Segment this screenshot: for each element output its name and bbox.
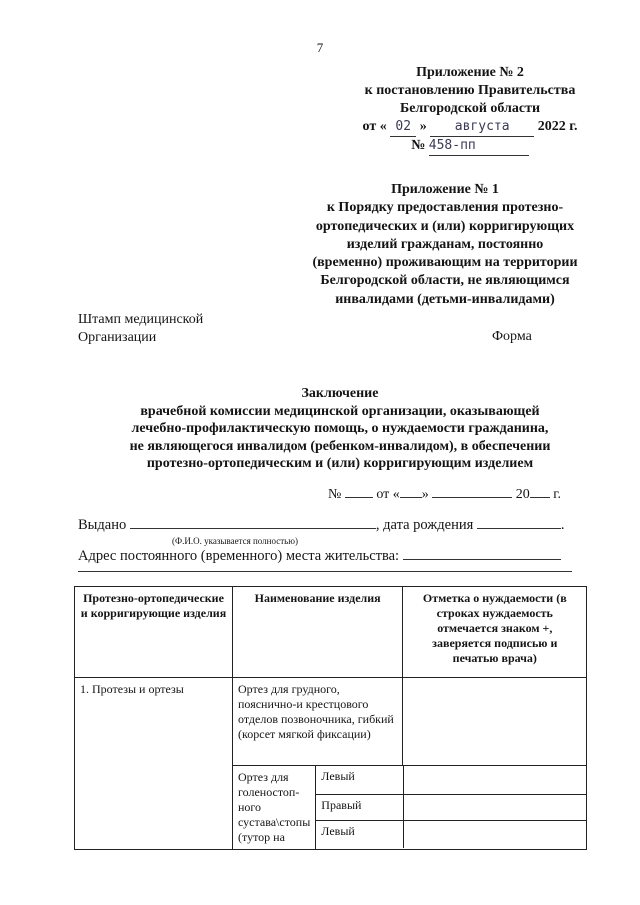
conclusion-number-line: [300, 485, 590, 503]
side-row: [316, 766, 586, 794]
decree-number: 458-пп: [429, 137, 529, 156]
conclusion-line: не являющегося инвалидом (ребенком-инвалидом), в обеспечении: [129, 438, 551, 454]
appendix-1-line: ортопедических и (или) корригирующих: [315, 218, 575, 234]
issued-line: [78, 516, 565, 534]
appendix-1-line: (временно) проживающим на территории: [312, 255, 578, 271]
header-category: Протезно-ортопедические и корригирующие изделия: [75, 587, 233, 678]
appendix-1-line: к Порядку предоставления протезно-: [326, 200, 564, 216]
address-label: Адрес постоянного (временного) места жительства:: [78, 548, 400, 564]
products-table: [74, 586, 587, 850]
item-name-cell: Ортез для грудного, пояснично-и крестцового отделов позвоночника, гибкий (корсет мягкой фиксации): [233, 678, 403, 766]
issued-end: .: [560, 517, 565, 533]
month-blank[interactable]: [432, 485, 512, 498]
issued-label: Выдано: [78, 517, 127, 533]
date-prefix: от «: [362, 119, 387, 134]
form-label: Форма: [492, 329, 532, 344]
date-close-quote: »: [419, 119, 427, 134]
need-mark-cell[interactable]: [403, 678, 587, 766]
conclusion-title: Заключение: [301, 386, 379, 401]
side-label: Левый: [316, 766, 403, 794]
appendix-2-title: Приложение № 2: [416, 65, 524, 80]
side-row: [316, 820, 586, 848]
close-quote: »: [421, 487, 429, 502]
date-year: 2022 г.: [537, 119, 578, 134]
side-subtable: [316, 766, 586, 848]
appendix-2-line2: Белгородской области: [399, 101, 541, 116]
conclusion-line: лечебно-профилактическую помощь, о нуждаемости гражданина,: [131, 421, 549, 436]
need-mark-cell[interactable]: [403, 820, 586, 848]
address-field[interactable]: [403, 547, 561, 560]
need-mark-cell[interactable]: [403, 766, 586, 794]
birth-date-field[interactable]: [477, 516, 561, 529]
date-day: 02: [390, 118, 416, 137]
date-month: августа: [430, 118, 534, 137]
stamp-label: [78, 311, 203, 347]
table-row: [75, 678, 587, 766]
header-need-mark: Отметка о нуждаемости (в строках нуждаемость отмечается знаком +, заверяется подписью и печатью врача): [403, 587, 587, 678]
appendix-2-number: [330, 137, 610, 156]
appendix-1-line: Белгородской области, не являющимся: [320, 273, 570, 289]
birth-date-label: , дата рождения: [375, 517, 474, 533]
stamp-line1: Штамп медицинской: [78, 312, 204, 327]
appendix-2-block: [330, 64, 610, 156]
day-blank[interactable]: [400, 485, 422, 498]
fio-field[interactable]: [130, 516, 376, 529]
fio-note: (Ф.И.О. указывается полностью): [172, 536, 298, 546]
year-blank[interactable]: [530, 485, 550, 498]
from-label: от «: [376, 487, 400, 502]
stamp-line2: Организации: [78, 330, 157, 345]
item-name-cell: Ортез для голеностоп-ного сустава\стопы (тутор на: [233, 766, 316, 850]
number-sign: №: [328, 487, 342, 502]
side-row: [316, 794, 586, 820]
year-suffix: г.: [553, 487, 561, 502]
address-line: [78, 547, 561, 565]
appendix-1-block: [295, 181, 595, 309]
table-header-row: [75, 587, 587, 678]
appendix-2-line1: к постановлению Правительства: [364, 83, 576, 98]
conclusion-heading: [60, 385, 620, 473]
address-field-line2[interactable]: [78, 571, 572, 572]
appendix-1-line: инвалидами (детьми-инвалидами): [335, 291, 555, 307]
appendix-1-line: изделий гражданам, постоянно: [346, 236, 544, 252]
appendix-2-date: [330, 118, 610, 137]
number-blank[interactable]: [345, 485, 373, 498]
category-cell: 1. Протезы и ортезы: [75, 678, 233, 850]
header-item-name: Наименование изделия: [233, 587, 403, 678]
page-number: 7: [316, 40, 324, 55]
side-label: Левый: [316, 820, 403, 848]
year-prefix: 20: [515, 487, 530, 502]
number-sign: №: [411, 138, 426, 153]
side-subtable-cell: [316, 766, 587, 850]
side-label: Правый: [316, 794, 403, 820]
appendix-1-title: Приложение № 1: [391, 182, 499, 197]
need-mark-cell[interactable]: [403, 794, 586, 820]
conclusion-line: протезно-ортопедическим и (или) корригирующим изделием: [146, 456, 534, 471]
conclusion-line: врачебной комиссии медицинской организации, оказывающей: [140, 403, 540, 419]
